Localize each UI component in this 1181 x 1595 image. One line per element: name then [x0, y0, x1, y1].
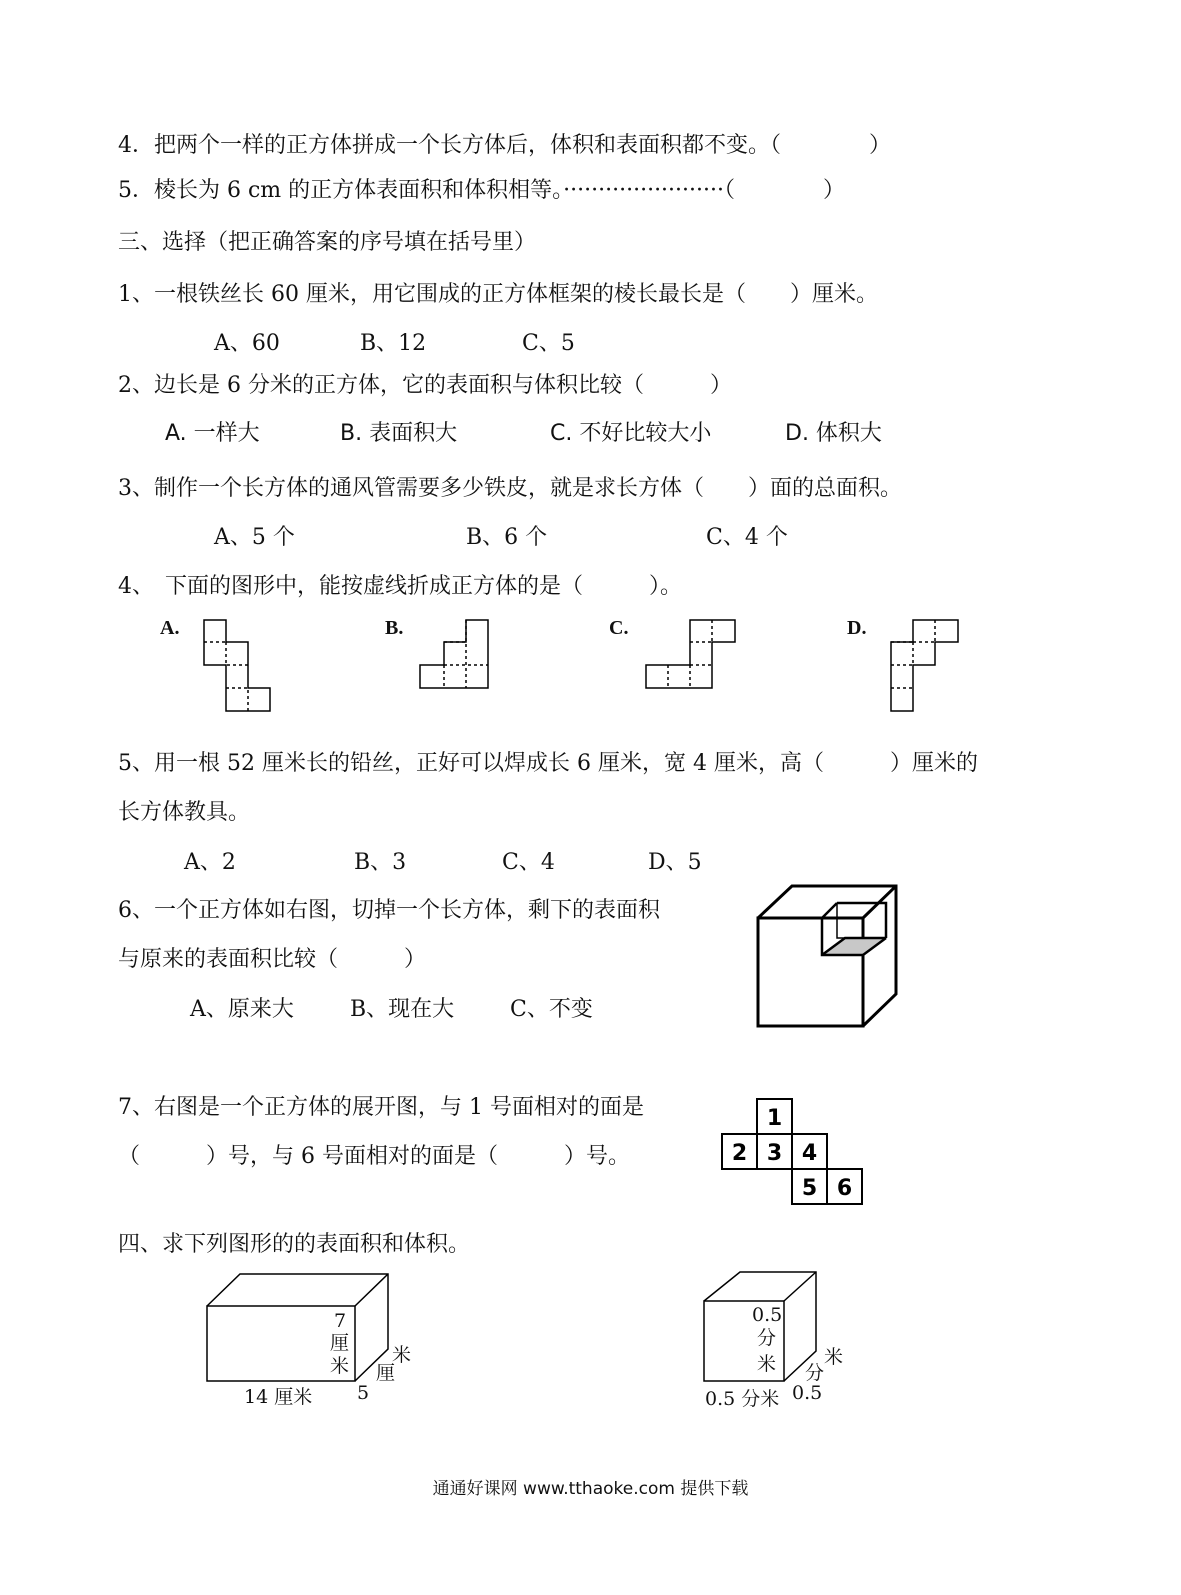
section3-title: 三、选择（把正确答案的序号填在括号里）: [118, 230, 537, 255]
net-number-6: 6: [836, 1176, 853, 1201]
q3-text: 3、制作一个长方体的通风管需要多少铁皮，就是求长方体（ ）面的总面积。: [118, 476, 902, 501]
q7-text-line1: 7、右图是一个正方体的展开图，与 1 号面相对的面是: [118, 1095, 644, 1120]
box2-height-unit2: 米: [757, 1353, 777, 1375]
net-number-2: 2: [731, 1141, 748, 1166]
net-number-5: 5: [801, 1176, 818, 1201]
q6-option-b: B、现在大: [350, 997, 455, 1022]
q1-option-b: B、12: [360, 331, 427, 356]
box2-height-unit1: 分: [757, 1327, 777, 1349]
box1-width-unit2: 米: [392, 1344, 412, 1366]
q6-option-a: A、原来大: [190, 997, 294, 1022]
section4-title: 四、求下列图形的的表面积和体积。: [118, 1232, 471, 1257]
q2-option-d: D. 体积大: [785, 421, 882, 446]
q2-text: 2、边长是 6 分米的正方体，它的表面积与体积比较（ ）: [118, 373, 732, 398]
box2-depth-unit1: 分: [805, 1362, 825, 1384]
box2-depth-unit2: 米: [824, 1346, 844, 1368]
q4-label-c: C.: [609, 617, 629, 639]
box2-depth-num: 0.5: [792, 1382, 823, 1404]
box1-length-label: 14 厘米: [244, 1386, 313, 1408]
q4-label-d: D.: [847, 617, 867, 639]
q5-option-a: A、2: [184, 850, 236, 875]
box1-width-num: 5: [357, 1382, 370, 1404]
q5-option-d: D、5: [648, 850, 702, 875]
q6-text-line2: 与原来的表面积比较（ ）: [118, 947, 427, 972]
q1-text: 1、一根铁丝长 60 厘米，用它围成的正方体框架的棱长最长是（ ）厘米。: [118, 282, 878, 307]
q5-text-line1: 5、用一根 52 厘米长的铅丝，正好可以焊成长 6 厘米，宽 4 厘米，高（ ）厘米的: [118, 751, 978, 776]
q2-option-b: B. 表面积大: [340, 421, 458, 446]
box1-height-unit1: 厘: [330, 1332, 350, 1354]
q4-label-a: A.: [160, 617, 180, 639]
box2-height-num: 0.5: [752, 1304, 783, 1326]
q3-option-a: A、5 个: [214, 525, 295, 550]
q3-option-c: C、4 个: [706, 525, 788, 550]
q1-option-a: A、60: [214, 331, 280, 356]
q2-option-a: A. 一样大: [165, 421, 260, 446]
q5-option-c: C、4: [502, 850, 555, 875]
net-number-1: 1: [766, 1106, 783, 1131]
net-number-3: 3: [766, 1141, 783, 1166]
page-footer: 通通好课网 www.tthaoke.com 提供下载: [432, 1479, 749, 1499]
q4-label-b: B.: [385, 617, 404, 639]
q6-option-c: C、不变: [510, 997, 593, 1022]
q7-text-line2: （ ）号，与 6 号面相对的面是（ ）号。: [118, 1144, 630, 1169]
q6-text-line1: 6、一个正方体如右图，切掉一个长方体，剩下的表面积: [118, 898, 660, 923]
q4-text: 4、 下面的图形中，能按虚线折成正方体的是（ ）。: [118, 574, 682, 599]
box1-height-unit2: 米: [330, 1355, 350, 1377]
q3-option-b: B、6 个: [466, 525, 548, 550]
box1-height-num: 7: [334, 1310, 347, 1332]
judge-q5: 5．棱长为 6 cm 的正方体表面积和体积相等。·······················（ ）: [118, 178, 846, 203]
q1-option-c: C、5: [522, 331, 575, 356]
q2-option-c: C. 不好比较大小: [550, 421, 712, 446]
box1-width-unit1: 厘: [376, 1362, 396, 1384]
q5-text-line2: 长方体教具。: [118, 800, 251, 825]
judge-q4: 4．把两个一样的正方体拼成一个长方体后，体积和表面积都不变。（ ）: [118, 133, 891, 158]
net-number-4: 4: [801, 1141, 818, 1166]
q5-option-b: B、3: [354, 850, 407, 875]
box2-edge-label: 0.5 分米: [705, 1388, 780, 1410]
